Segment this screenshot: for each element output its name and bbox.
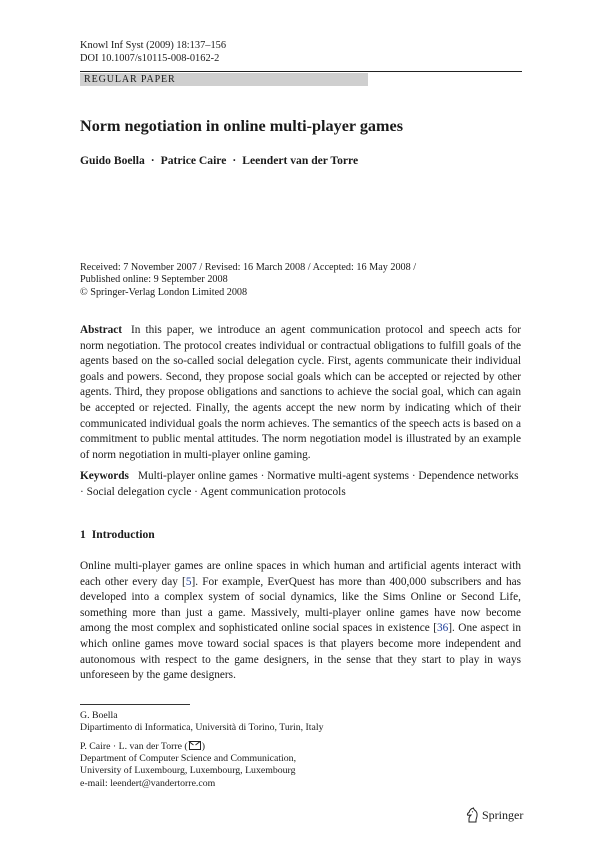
author-name: Leendert van der Torre [242, 154, 359, 167]
journal-citation: Knowl Inf Syst (2009) 18:137–156 [80, 40, 227, 51]
affiliation-dept: Department of Computer Science and Communication, [80, 753, 297, 765]
publication-dates [80, 262, 416, 299]
affiliation-luxembourg [80, 741, 296, 790]
section-label: REGULAR PAPER [84, 73, 176, 85]
affiliation-boella [80, 710, 323, 734]
intro-text: ]. One aspect in which online games move toward social spaces is that players become more independent and autonomous with respect to the game designers, in the sense that they start to play in ways unforeseen by the game designers. [80, 622, 521, 682]
author-list [80, 154, 358, 167]
section-heading-introduction [80, 528, 155, 541]
section-title: Introduction [91, 528, 155, 541]
affiliation-email: e-mail: leendert@vandertorre.com [80, 777, 216, 789]
publisher-name: Springer [482, 807, 524, 822]
affiliation-name: G. Boella [80, 710, 118, 721]
running-head [80, 39, 226, 65]
author-separator: · [150, 154, 155, 167]
abstract-text: In this paper, we introduce an agent communication protocol and speech acts for norm negotiation. The protocol creates individual or contractual obligations to fulfill goals of the agents based on the so-called social delegation cycle. First, agents communicate their individual goals and powers. Second, they propose social goals which can be accepted or rejected by other agents. Third, they propose obligations and sanctions to achieve the social goal, which can again be accepted or rejected. Finally, the agents accept the new norm by indicating which of their communicated individual goals the norm achieves. The semantics of the speech acts is based on a commitment to public mental attitudes. The norm negotiation model is illustrated by an example of norm negotiation in multi-player online gaming. [80, 324, 521, 461]
doi: DOI 10.1007/s10115-008-0162-2 [80, 53, 220, 64]
copyright: © Springer-Verlag London Limited 2008 [80, 286, 248, 298]
envelope-icon [189, 741, 201, 750]
affiliation-dept: Dipartimento di Informatica, Università di Torino, Turin, Italy [80, 722, 324, 734]
affiliation-university: University of Luxembourg, Luxembourg, Luxembourg [80, 765, 296, 777]
abstract-heading: Abstract [80, 324, 123, 336]
keywords [80, 469, 521, 500]
author-separator: · [232, 154, 237, 167]
section-number: 1 [80, 528, 86, 541]
affiliation-names: P. Caire · L. van der Torre ( ) [80, 741, 205, 752]
introduction-paragraph [80, 559, 521, 684]
keywords-heading: Keywords [80, 470, 129, 482]
footnote-rule [80, 704, 190, 705]
citation-link[interactable]: 36 [437, 622, 449, 635]
intro-text: ]. For example, EverQuest has more than 400,000 subscribers and has developed into a complex system of social dynamics, like the Sims Online or Second Life, something more than just a game. Massively, multi-player online games have now become among the most complex and sophisticated online social spaces in existence [ [80, 575, 522, 635]
author-name: Guido Boella [80, 154, 145, 167]
springer-knight-icon [466, 807, 479, 823]
publisher-logo [466, 807, 523, 823]
citation-link[interactable]: 5 [185, 575, 192, 588]
intro-text: Online multi-player games are online spaces in which human and artificial agents interact with each other every day [ [80, 560, 521, 588]
paper-title: Norm negotiation in online multi-player games [80, 117, 403, 135]
published-date: Published online: 9 September 2008 [80, 274, 228, 286]
received-dates: Received: 7 November 2007 / Revised: 16 March 2008 / Accepted: 16 May 2008 / [80, 262, 417, 273]
header-rule [80, 71, 522, 72]
author-name: Patrice Caire [160, 154, 227, 167]
abstract [80, 323, 521, 463]
keywords-text: Multi-player online games · Normative multi-agent systems · Dependence networks · Social delegation cycle · Agent communication protocols [80, 470, 519, 498]
